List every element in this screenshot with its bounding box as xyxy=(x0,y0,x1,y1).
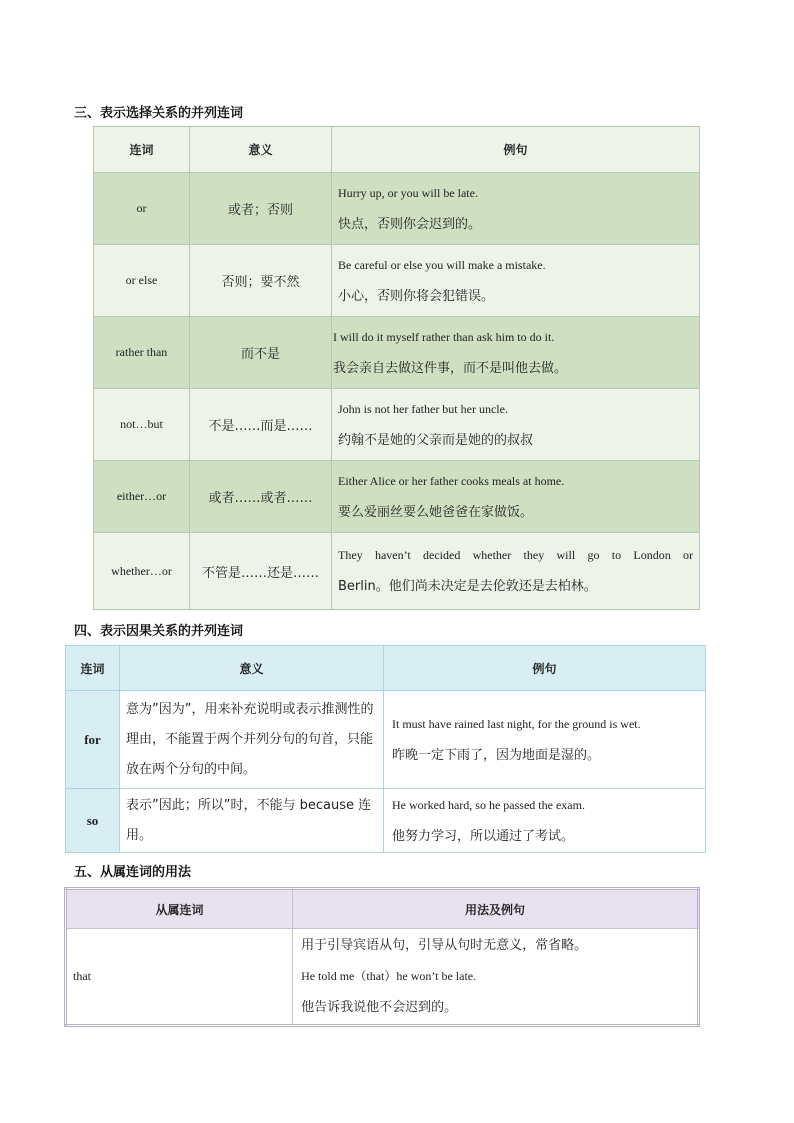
section-3-heading: 三、表示选择关系的并列连词 xyxy=(74,106,244,121)
conjunction-cell: for xyxy=(66,691,120,789)
table-row xyxy=(66,929,699,1026)
col-header-example: 例句 xyxy=(332,127,700,173)
example-english: Hurry up, or you will be late. xyxy=(338,185,478,200)
col-header-example: 例句 xyxy=(384,646,706,691)
table-row xyxy=(94,317,700,389)
example-chinese: Berlin。他们尚未决定是去伦敦还是去柏林。 xyxy=(338,579,597,594)
table-row xyxy=(94,461,700,533)
table-row xyxy=(94,245,700,317)
conjunction-cell: rather than xyxy=(94,317,190,389)
example-english: I will do it myself rather than ask him to do it. xyxy=(333,329,555,344)
col-header-meaning: 意义 xyxy=(120,646,384,691)
col-header-conjunction: 连词 xyxy=(66,646,120,691)
example-english: John is not her father but her uncle. xyxy=(338,401,508,416)
col-header-conjunction: 连词 xyxy=(94,127,190,173)
section-5-heading: 五、从属连词的用法 xyxy=(74,865,192,880)
example-cell xyxy=(332,533,700,610)
col-header-usage: 用法及例句 xyxy=(293,889,699,929)
col-header-subordinating-conjunction: 从属连词 xyxy=(66,889,293,929)
example-cell xyxy=(384,691,706,789)
example-english: They haven’t decided whether they will go to London or xyxy=(338,548,693,562)
meaning-cell: 意为”因为”，用来补充说明或表示推测性的理由，不能置于两个并列分句的句首，只能放在两个分句的中间。 xyxy=(120,691,384,789)
meaning-cell: 表示”因此；所以”时，不能与 because 连用。 xyxy=(120,789,384,853)
example-chinese: 约翰不是她的父亲而是她的的叔叔 xyxy=(338,432,534,448)
example-chinese: 昨晚一定下雨了，因为地面是湿的。 xyxy=(392,747,601,763)
example-english: It must have rained last night, for the ground is wet. xyxy=(392,716,641,731)
usage-cell xyxy=(293,929,699,1026)
meaning-cell: 或者；否则 xyxy=(190,173,332,245)
example-cell xyxy=(332,245,700,317)
conjunction-cell: or else xyxy=(94,245,190,317)
conjunction-cell: so xyxy=(66,789,120,853)
col-header-meaning: 意义 xyxy=(190,127,332,173)
example-cell xyxy=(332,317,700,389)
table-row xyxy=(94,173,700,245)
causal-conjunctions-table xyxy=(65,645,706,853)
example-cell xyxy=(332,173,700,245)
table-header-row xyxy=(66,889,699,929)
usage-description: 用于引导宾语从句，引导从句时无意义，常省略。 xyxy=(301,938,588,953)
example-chinese: 他努力学习，所以通过了考试。 xyxy=(392,828,575,844)
table-row xyxy=(66,789,706,853)
example-chinese: 快点，否则你会迟到的。 xyxy=(338,216,482,232)
example-cell xyxy=(332,389,700,461)
example-english: Be careful or else you will make a mistake. xyxy=(338,257,546,272)
selection-conjunctions-table xyxy=(93,126,700,610)
table-header-row xyxy=(66,646,706,691)
example-cell xyxy=(332,461,700,533)
table-row xyxy=(94,533,700,610)
conjunction-cell: that xyxy=(66,929,293,1026)
meaning-cell: 不管是……还是…… xyxy=(190,533,332,610)
section-4-heading: 四、表示因果关系的并列连词 xyxy=(74,624,244,639)
conjunction-cell: not…but xyxy=(94,389,190,461)
example-chinese: 小心，否则你将会犯错误。 xyxy=(338,288,495,304)
meaning-cell: 或者……或者…… xyxy=(190,461,332,533)
conjunction-cell: or xyxy=(94,173,190,245)
conjunction-cell: either…or xyxy=(94,461,190,533)
table-row xyxy=(66,691,706,789)
example-chinese: 我会亲自去做这件事，而不是叫他去做。 xyxy=(333,360,568,376)
meaning-cell: 不是……而是…… xyxy=(190,389,332,461)
example-chinese: 要么爱丽丝要么她爸爸在家做饭。 xyxy=(338,504,534,520)
table-row xyxy=(94,389,700,461)
meaning-cell: 否则；要不然 xyxy=(190,245,332,317)
meaning-cell: 而不是 xyxy=(190,317,332,389)
example-english: He worked hard, so he passed the exam. xyxy=(392,797,585,812)
subordinating-conjunctions-table xyxy=(64,887,700,1027)
conjunction-cell: whether…or xyxy=(94,533,190,610)
example-english: He told me（that）he won’t be late. xyxy=(301,969,477,983)
table-header-row xyxy=(94,127,700,173)
example-chinese: 他告诉我说他不会迟到的。 xyxy=(301,1000,458,1015)
example-english: Either Alice or her father cooks meals at home. xyxy=(338,473,565,488)
example-cell xyxy=(384,789,706,853)
